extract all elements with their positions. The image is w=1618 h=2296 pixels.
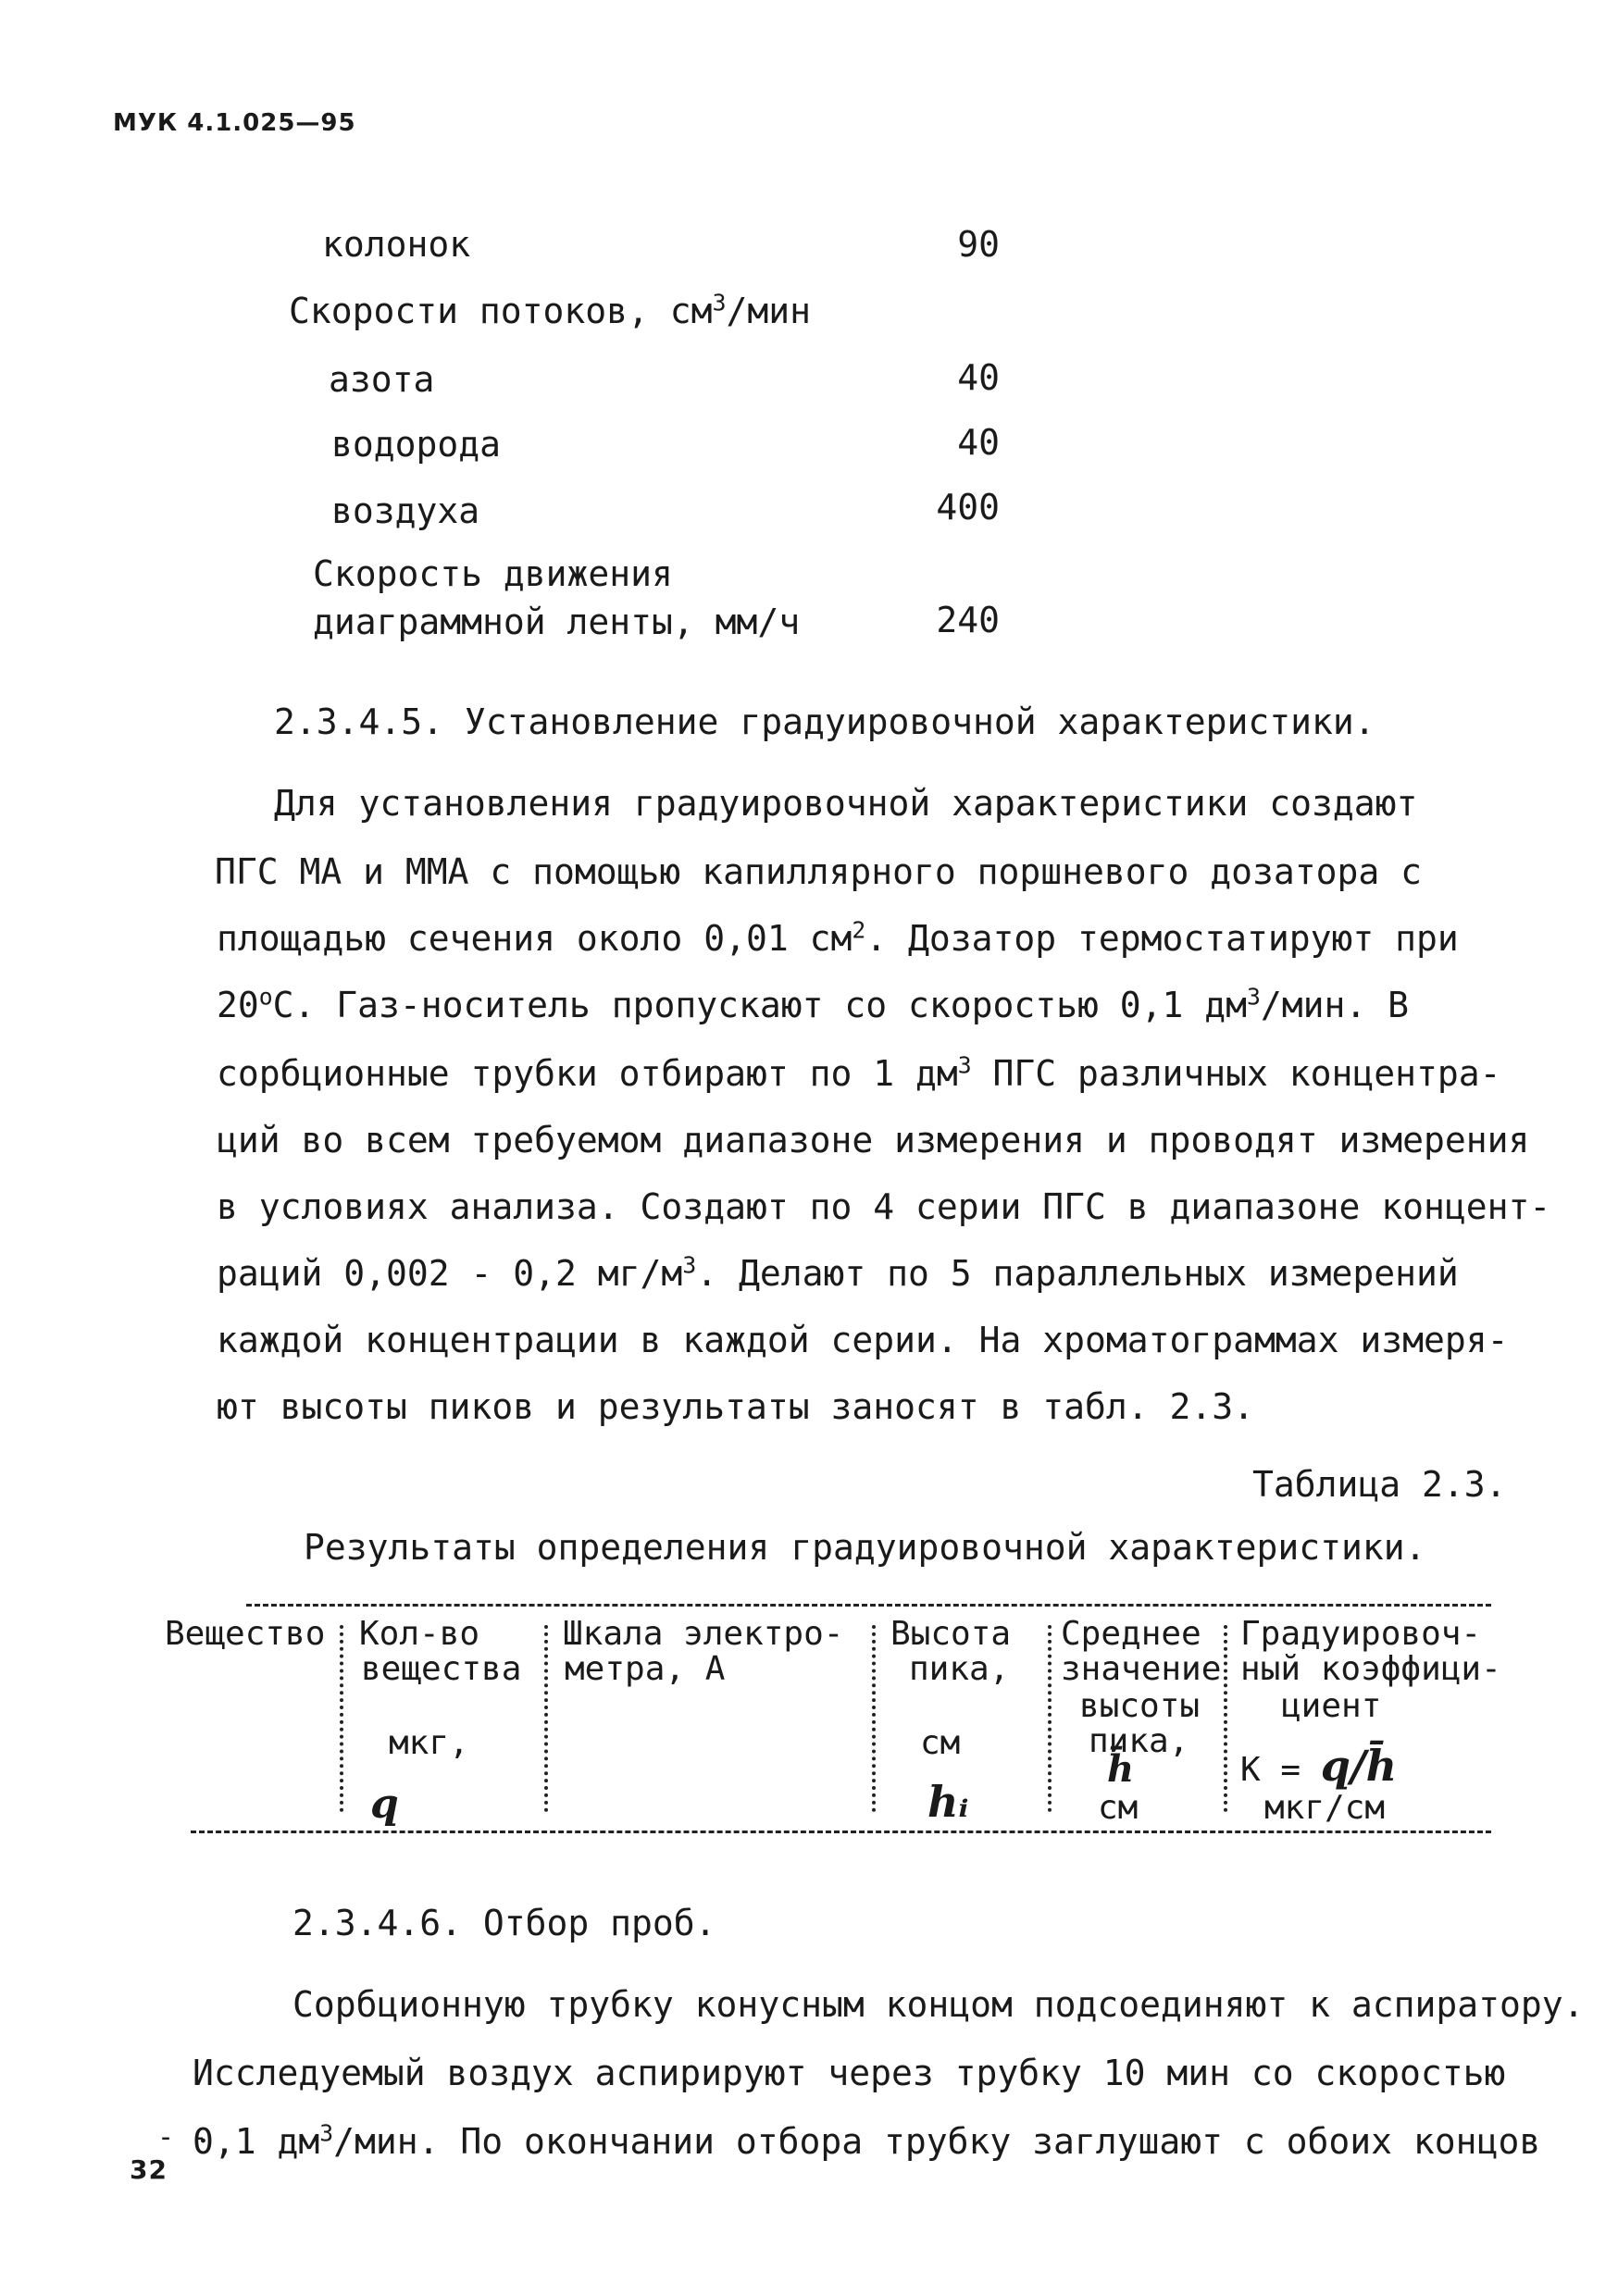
table-header-mean-height-unit: см: [1098, 1789, 1139, 1827]
table-bottom-rule: [191, 1831, 1491, 1833]
table-header-peak-height: Высота: [890, 1615, 1012, 1653]
table-symbol-q: q: [370, 1781, 399, 1828]
paragraph-line: ций во всем требуемом диапазоне измерения и проводят измерения: [217, 1120, 1530, 1160]
table-header-peak-height: пика,: [909, 1650, 1010, 1688]
table-header-mean-height: пика,: [1089, 1722, 1189, 1760]
paragraph-line: ПГС МА и ММА с помощью капиллярного поршневого дозатора с: [215, 851, 1423, 892]
table-column-separator: [544, 1625, 548, 1812]
table-header-scale: метра, А: [565, 1650, 726, 1688]
param-tape-line2: диаграммной ленты, мм/ч: [313, 602, 801, 642]
paragraph-line: Исследуемый воздух аспирируют через трубку 10 мин со скоростью: [193, 2053, 1506, 2093]
paragraph-line: в условиях анализа. Создают по 4 серии ПГС в диапазоне концент-: [217, 1186, 1551, 1227]
document-code: МУК 4.1.025—95: [113, 109, 356, 137]
table-header-substance: Вещество: [165, 1615, 326, 1653]
param-nitrogen-value: 40: [957, 357, 1000, 398]
table-top-rule: [246, 1604, 1491, 1607]
table-header-mean-height: Среднее: [1061, 1615, 1201, 1653]
table-header-amount: вещества: [361, 1650, 522, 1688]
table-header-calibration-coef: ный коэффици-: [1240, 1650, 1501, 1688]
table-column-separator: [340, 1625, 343, 1812]
table-header-calibration-coef: Градуировоч-: [1240, 1615, 1482, 1653]
table-symbol-hi: hᵢ: [927, 1777, 969, 1827]
paragraph-line: площадью сечения около 0,01 $см^2$. Дозатор термостатируют при: [217, 916, 1459, 959]
paragraph-line: $20^оС$. Газ-носитель пропускают со скоростью 0,1 $дм^3$/мин. В: [217, 983, 1410, 1025]
table-symbol-hbar: h̄: [1107, 1747, 1135, 1791]
param-columns-value: 90: [957, 224, 1000, 265]
dash-mark: - -: [157, 2121, 208, 2153]
param-columns-label: колонок: [322, 224, 471, 265]
paragraph-line: Для установления градуировочной характеристики создают: [274, 783, 1418, 824]
page-number: 32: [130, 2154, 168, 2185]
table-header-mean-height: значение: [1061, 1650, 1222, 1688]
table-title: Результаты определения градуировочной характеристики.: [304, 1527, 1426, 1568]
param-nitrogen-label: азота: [329, 359, 435, 400]
param-tape-value: 240: [936, 600, 1000, 640]
table-label: Таблица 2.3.: [1252, 1464, 1507, 1505]
section-heading-2346: 2.3.4.6. Отбор проб.: [292, 1903, 716, 1943]
param-hydrogen-value: 40: [957, 422, 1000, 463]
paragraph-line: каждой концентрации в каждой серии. На хроматограммах измеря-: [217, 1320, 1509, 1360]
table-header-mean-height: высоты: [1079, 1687, 1201, 1725]
table-header-peak-height-unit: см: [920, 1724, 961, 1762]
paragraph-line: Сорбционную трубку конусным концом подсоединяют к аспиратору.: [292, 1984, 1585, 2025]
table-header-scale: Шкала электро-: [563, 1615, 844, 1653]
section-heading-2345: 2.3.4.5. Установление градуировочной характеристики.: [274, 701, 1375, 742]
table-column-separator: [1048, 1625, 1052, 1812]
paragraph-line: раций 0,002 - 0,2 $мг/м^3$. Делают по 5 параллельных измерений: [217, 1251, 1459, 1294]
paragraph-line: ют высоты пиков и результаты заносят в табл. 2.3.: [217, 1386, 1255, 1427]
param-air-label: воздуха: [331, 490, 480, 531]
param-hydrogen-label: водорода: [331, 424, 502, 465]
paragraph-line: сорбционные трубки отбирают по 1 $дм^3$ ПГС различных концентра-: [217, 1051, 1501, 1094]
table-header-amount-unit: мкг,: [389, 1724, 469, 1762]
table-column-separator: [1224, 1625, 1227, 1812]
table-column-separator: [872, 1625, 876, 1812]
table-formula: К = q/h̄: [1240, 1741, 1398, 1791]
paragraph-line: 0,1 $дм^3$/мин. По окончании отбора трубку заглушают с обоих концов: [193, 2119, 1541, 2162]
param-flow-heading: Скорости потоков, $см^3$/мин: [289, 289, 811, 331]
param-air-value: 400: [936, 487, 1000, 527]
table-header-calibration-coef: циент: [1281, 1687, 1382, 1725]
table-header-calibration-unit: мкг/см: [1264, 1789, 1386, 1827]
table-header-amount: Кол-во: [359, 1615, 480, 1653]
param-tape-line1: Скорость движения: [313, 553, 673, 594]
